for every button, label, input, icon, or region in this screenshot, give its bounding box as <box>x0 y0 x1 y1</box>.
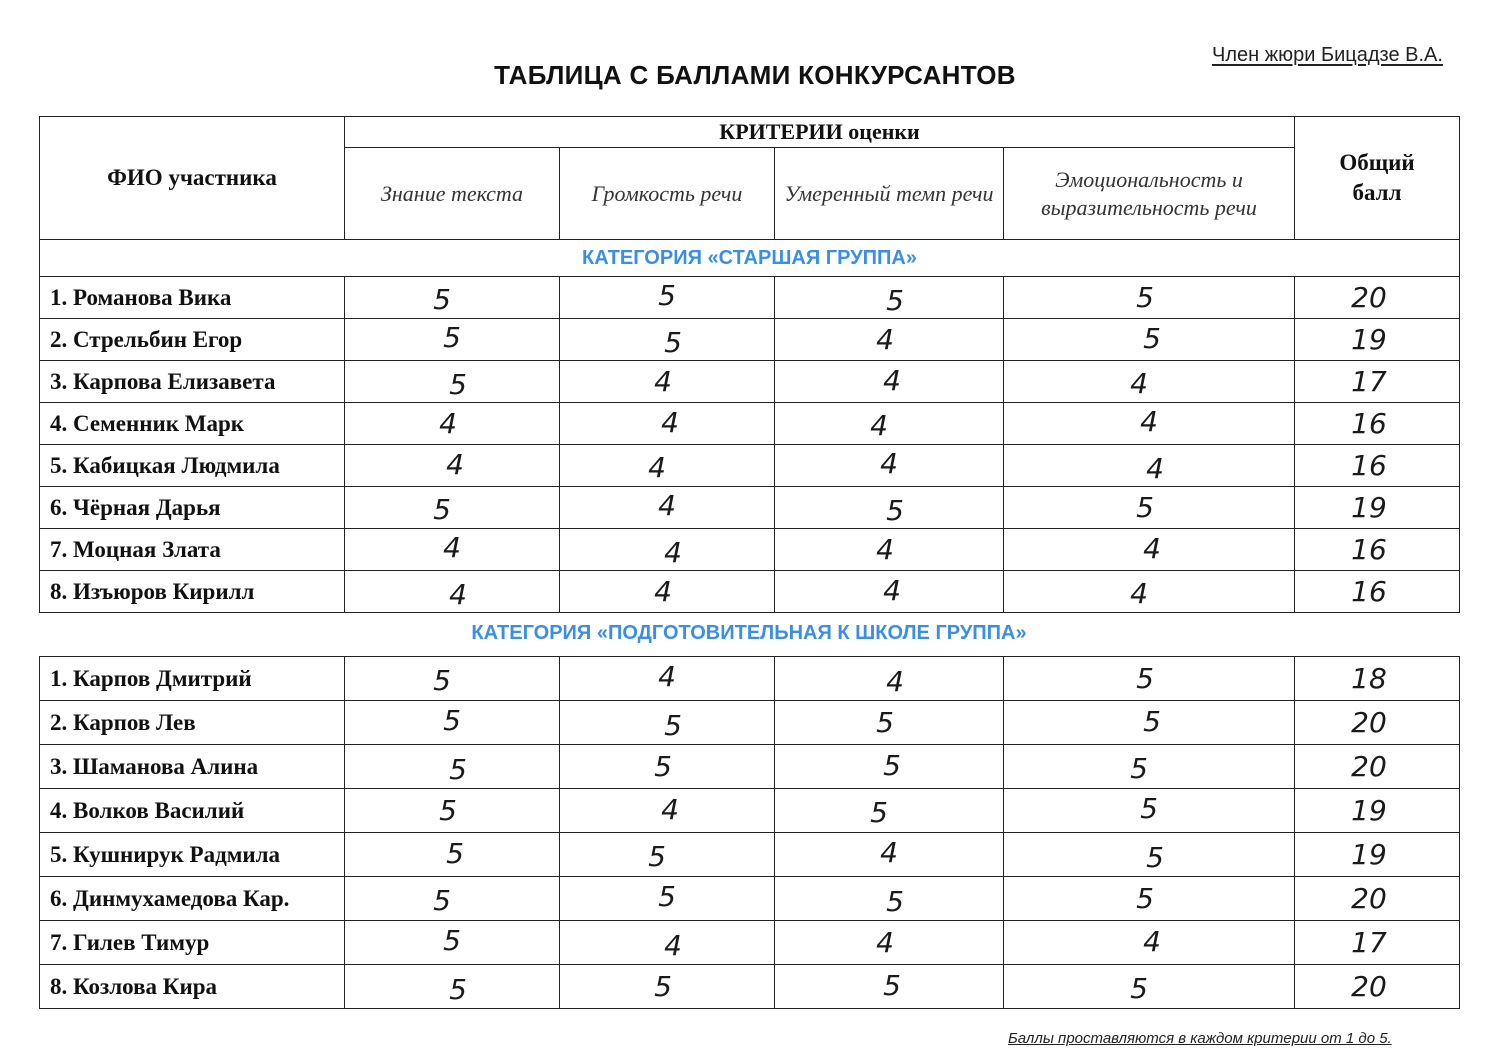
score-cell <box>775 789 1004 833</box>
handwritten-total: 20 <box>1351 281 1387 314</box>
handwritten-score: 4 <box>1146 452 1164 485</box>
score-cell <box>560 789 775 833</box>
participant-name: 1. Романова Вика <box>40 277 345 319</box>
handwritten-score: 5 <box>1130 752 1148 785</box>
total-cell <box>1295 877 1460 921</box>
table-row <box>40 877 1460 921</box>
score-cell <box>775 833 1004 877</box>
handwritten-score: 5 <box>449 368 467 401</box>
header-criteria: КРИТЕРИИ оценки <box>345 117 1295 148</box>
header-fio: ФИО участника <box>40 117 345 240</box>
table-row <box>40 965 1460 1009</box>
handwritten-score: 5 <box>449 753 467 786</box>
score-cell <box>560 965 775 1009</box>
table-row <box>40 571 1460 613</box>
handwritten-total: 20 <box>1351 970 1387 1003</box>
participant-name: 6. Чёрная Дарья <box>40 487 345 529</box>
handwritten-score: 5 <box>443 924 461 957</box>
score-cell <box>560 921 775 965</box>
juror-label: Член жюри Бицадзе В.А. <box>1212 44 1443 66</box>
score-cell <box>1004 487 1295 529</box>
score-cell <box>560 487 775 529</box>
total-cell <box>1295 403 1460 445</box>
total-cell <box>1295 965 1460 1009</box>
score-cell <box>1004 319 1295 361</box>
score-cell <box>560 529 775 571</box>
handwritten-total: 16 <box>1351 575 1387 608</box>
handwritten-total: 19 <box>1351 794 1387 827</box>
participant-name: 8. Козлова Кира <box>40 965 345 1009</box>
handwritten-score: 5 <box>658 880 676 913</box>
handwritten-score: 4 <box>1143 532 1161 565</box>
participant-name: 3. Шаманова Алина <box>40 745 345 789</box>
participant-name: 6. Динмухамедова Кар. <box>40 877 345 921</box>
score-cell <box>345 319 560 361</box>
handwritten-total: 16 <box>1351 449 1387 482</box>
score-cell <box>560 361 775 403</box>
scores-table-preschool <box>39 656 1460 1009</box>
table-row <box>40 833 1460 877</box>
score-cell <box>1004 701 1295 745</box>
handwritten-score: 4 <box>654 575 672 608</box>
handwritten-score: 4 <box>1130 577 1148 610</box>
score-cell <box>1004 403 1295 445</box>
table-row <box>40 745 1460 789</box>
total-cell <box>1295 921 1460 965</box>
handwritten-score: 4 <box>661 793 679 826</box>
handwritten-score: 4 <box>658 489 676 522</box>
table-row <box>40 789 1460 833</box>
score-cell <box>560 403 775 445</box>
score-cell <box>775 571 1004 613</box>
handwritten-score: 4 <box>439 407 457 440</box>
handwritten-score: 4 <box>664 929 682 962</box>
handwritten-score: 5 <box>443 704 461 737</box>
score-cell <box>345 277 560 319</box>
handwritten-score: 5 <box>439 794 457 827</box>
handwritten-score: 5 <box>1136 662 1154 695</box>
header-criterion-3 <box>775 148 1004 240</box>
score-cell <box>345 745 560 789</box>
score-cell <box>345 701 560 745</box>
handwritten-score: 4 <box>870 409 888 442</box>
header-total-label: Общий балл <box>1339 150 1415 205</box>
score-cell <box>345 921 560 965</box>
handwritten-total: 17 <box>1351 365 1387 398</box>
score-cell <box>560 319 775 361</box>
score-cell <box>1004 571 1295 613</box>
score-cell <box>1004 833 1295 877</box>
participant-name: 4. Семенник Марк <box>40 403 345 445</box>
handwritten-score: 5 <box>654 750 672 783</box>
score-cell <box>775 445 1004 487</box>
score-cell <box>775 877 1004 921</box>
total-cell <box>1295 657 1460 701</box>
score-cell <box>775 921 1004 965</box>
score-cell <box>775 965 1004 1009</box>
handwritten-score: 4 <box>1140 405 1158 438</box>
total-cell <box>1295 277 1460 319</box>
handwritten-score: 5 <box>886 284 904 317</box>
handwritten-score: 4 <box>648 451 666 484</box>
handwritten-score: 4 <box>658 660 676 693</box>
handwritten-score: 5 <box>1136 491 1154 524</box>
participant-name: 4. Волков Василий <box>40 789 345 833</box>
handwritten-score: 5 <box>433 283 451 316</box>
category-title: КАТЕГОРИЯ «СТАРШАЯ ГРУППА» <box>40 240 1460 277</box>
score-cell <box>1004 921 1295 965</box>
handwritten-score: 5 <box>1140 792 1158 825</box>
page-title: ТАБЛИЦА С БАЛЛАМИ КОНКУРСАНТОВ <box>494 60 1016 90</box>
handwritten-score: 5 <box>654 970 672 1003</box>
score-cell <box>560 657 775 701</box>
handwritten-score: 4 <box>449 578 467 611</box>
participant-name: 1. Карпов Дмитрий <box>40 657 345 701</box>
handwritten-total: 17 <box>1351 926 1387 959</box>
handwritten-score: 5 <box>1130 972 1148 1005</box>
table-row <box>40 319 1460 361</box>
total-cell <box>1295 319 1460 361</box>
handwritten-score: 4 <box>876 533 894 566</box>
total-cell <box>1295 487 1460 529</box>
handwritten-score: 5 <box>1146 841 1164 874</box>
score-cell <box>345 833 560 877</box>
score-cell <box>560 877 775 921</box>
handwritten-score: 5 <box>443 321 461 354</box>
handwritten-score: 5 <box>433 493 451 526</box>
score-cell <box>1004 745 1295 789</box>
score-cell <box>1004 529 1295 571</box>
score-cell <box>775 403 1004 445</box>
handwritten-score: 5 <box>883 749 901 782</box>
handwritten-score: 5 <box>433 664 451 697</box>
table-row <box>40 445 1460 487</box>
table-row <box>40 529 1460 571</box>
header-criterion-1: Знание текста <box>345 148 560 240</box>
handwritten-score: 5 <box>446 837 464 870</box>
handwritten-score: 4 <box>883 574 901 607</box>
participant-name: 5. Кушнирук Радмила <box>40 833 345 877</box>
total-cell <box>1295 789 1460 833</box>
handwritten-score: 4 <box>1130 367 1148 400</box>
handwritten-score: 4 <box>876 323 894 356</box>
header-criterion-2: Громкость речи <box>560 148 775 240</box>
handwritten-score: 4 <box>446 448 464 481</box>
score-cell <box>775 529 1004 571</box>
table-row <box>40 921 1460 965</box>
score-cell <box>775 657 1004 701</box>
handwritten-score: 5 <box>1143 322 1161 355</box>
handwritten-score: 5 <box>886 885 904 918</box>
header-total <box>1295 117 1460 240</box>
scoring-note: Баллы проставляются в каждом критерии от 1 до 5. <box>1008 1030 1392 1047</box>
score-cell <box>775 487 1004 529</box>
handwritten-score: 5 <box>1136 281 1154 314</box>
participant-name: 3. Карпова Елизавета <box>40 361 345 403</box>
score-cell <box>345 657 560 701</box>
score-cell <box>560 571 775 613</box>
score-cell <box>560 833 775 877</box>
handwritten-total: 19 <box>1351 838 1387 871</box>
score-cell <box>775 745 1004 789</box>
handwritten-total: 16 <box>1351 407 1387 440</box>
handwritten-score: 5 <box>658 279 676 312</box>
participant-name: 5. Кабицкая Людмила <box>40 445 345 487</box>
handwritten-score: 4 <box>880 447 898 480</box>
participant-name: 7. Гилев Тимур <box>40 921 345 965</box>
handwritten-score: 4 <box>664 536 682 569</box>
score-cell <box>775 319 1004 361</box>
handwritten-score: 4 <box>880 836 898 869</box>
score-cell <box>345 529 560 571</box>
handwritten-score: 4 <box>876 926 894 959</box>
header-criterion-4-label: Эмоциональность и выразительность речи <box>1041 166 1257 220</box>
handwritten-score: 5 <box>870 796 888 829</box>
score-cell <box>345 965 560 1009</box>
handwritten-score: 5 <box>876 706 894 739</box>
handwritten-score: 4 <box>661 406 679 439</box>
table-row <box>40 403 1460 445</box>
handwritten-score: 4 <box>883 364 901 397</box>
table-row <box>40 361 1460 403</box>
header-criterion-3-label: Умеренный темп речи <box>784 180 994 206</box>
participant-name: 2. Карпов Лев <box>40 701 345 745</box>
table-row <box>40 657 1460 701</box>
total-cell <box>1295 745 1460 789</box>
score-cell <box>775 361 1004 403</box>
total-cell <box>1295 571 1460 613</box>
handwritten-score: 5 <box>886 494 904 527</box>
handwritten-score: 4 <box>443 531 461 564</box>
score-cell <box>345 361 560 403</box>
total-cell <box>1295 445 1460 487</box>
score-cell <box>1004 445 1295 487</box>
score-cell <box>345 403 560 445</box>
handwritten-score: 4 <box>654 365 672 398</box>
handwritten-score: 5 <box>1136 882 1154 915</box>
handwritten-total: 16 <box>1351 533 1387 566</box>
handwritten-score: 5 <box>449 973 467 1006</box>
score-cell <box>1004 361 1295 403</box>
total-cell <box>1295 529 1460 571</box>
handwritten-score: 4 <box>1143 925 1161 958</box>
handwritten-score: 4 <box>886 665 904 698</box>
handwritten-score: 5 <box>648 840 666 873</box>
handwritten-score: 5 <box>433 884 451 917</box>
handwritten-total: 20 <box>1351 882 1387 915</box>
score-cell <box>345 445 560 487</box>
participant-name: 8. Изъюров Кирилл <box>40 571 345 613</box>
handwritten-total: 19 <box>1351 323 1387 356</box>
total-cell <box>1295 833 1460 877</box>
handwritten-total: 20 <box>1351 706 1387 739</box>
score-cell <box>345 487 560 529</box>
handwritten-score: 5 <box>664 709 682 742</box>
score-cell <box>560 745 775 789</box>
handwritten-total: 19 <box>1351 491 1387 524</box>
score-cell <box>345 789 560 833</box>
score-cell <box>345 877 560 921</box>
score-cell <box>1004 789 1295 833</box>
participant-name: 7. Моцная Злата <box>40 529 345 571</box>
category-title: КАТЕГОРИЯ «ПОДГОТОВИТЕЛЬНАЯ К ШКОЛЕ ГРУППА» <box>471 622 1027 644</box>
handwritten-score: 5 <box>664 326 682 359</box>
table-row <box>40 487 1460 529</box>
handwritten-score: 5 <box>883 969 901 1002</box>
handwritten-score: 5 <box>1143 705 1161 738</box>
total-cell <box>1295 361 1460 403</box>
score-cell <box>775 701 1004 745</box>
score-cell <box>1004 277 1295 319</box>
table-row <box>40 701 1460 745</box>
scores-table-senior <box>39 116 1460 613</box>
score-cell <box>560 445 775 487</box>
score-cell <box>1004 965 1295 1009</box>
score-cell <box>345 571 560 613</box>
header-criterion-4 <box>1004 148 1295 240</box>
handwritten-total: 18 <box>1351 662 1387 695</box>
score-cell <box>1004 877 1295 921</box>
total-cell <box>1295 701 1460 745</box>
score-cell <box>560 277 775 319</box>
table-row <box>40 277 1460 319</box>
score-cell <box>1004 657 1295 701</box>
score-cell <box>560 701 775 745</box>
score-cell <box>775 277 1004 319</box>
participant-name: 2. Стрельбин Егор <box>40 319 345 361</box>
handwritten-total: 20 <box>1351 750 1387 783</box>
